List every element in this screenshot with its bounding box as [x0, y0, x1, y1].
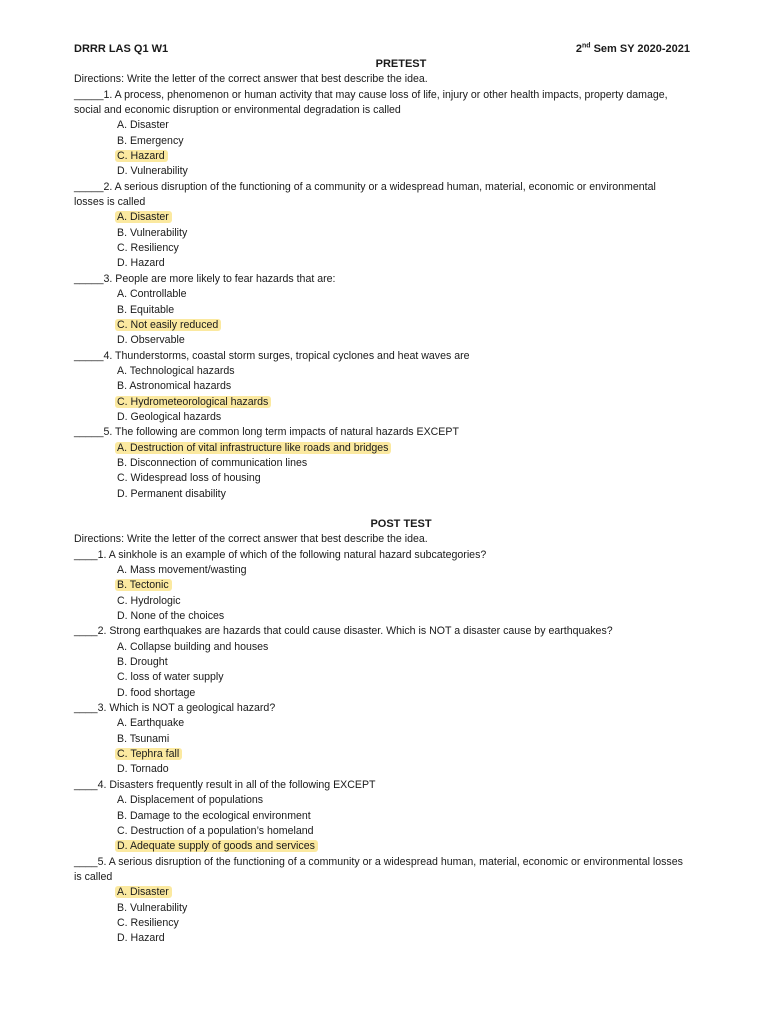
- option-label: B. Astronomical hazards: [117, 380, 232, 393]
- question-text: [74, 855, 728, 886]
- highlighted-answer: A. Destruction of vital infrastructure like roads and bridges: [115, 442, 391, 454]
- option-label: D. Observable: [117, 334, 185, 347]
- answer-option: [74, 640, 728, 655]
- answer-blank: ____: [74, 702, 98, 715]
- option-label: D. Tornado: [117, 763, 169, 776]
- answer-blank: _____: [74, 426, 104, 439]
- option-label: D. None of the choices: [117, 610, 225, 623]
- answer-option: [74, 487, 728, 502]
- question-stem: 2. A serious disruption of the functioning of a community or a widespread human, material, economic or environmental losses is called: [74, 180, 656, 209]
- question-stem: 1. A sinkhole is an example of which of the following natural hazard subcategories?: [97, 548, 487, 561]
- answer-option: [74, 563, 728, 578]
- answer-blank: _____: [74, 272, 104, 285]
- answer-option: [74, 594, 728, 609]
- question-stem: 3. Which is NOT a geological hazard?: [97, 702, 276, 715]
- answer-options: [74, 441, 728, 502]
- option-label: C. Destruction of a population’s homeland: [117, 824, 314, 837]
- question-stem: 4. Thunderstorms, coastal storm surges, tropical cyclones and heat waves are: [103, 349, 470, 362]
- answer-options: [74, 885, 728, 946]
- posttest-directions: Directions: Write the letter of the correct answer that best describe the idea.: [74, 533, 428, 546]
- question-item: [74, 180, 728, 272]
- option-label: C. loss of water supply: [117, 671, 224, 684]
- posttest-section: [74, 517, 728, 947]
- question-text: [74, 701, 728, 716]
- answer-option: [74, 762, 728, 777]
- answer-blank: _____: [74, 349, 104, 362]
- question-text: [74, 272, 728, 287]
- answer-options: [74, 793, 728, 854]
- answer-option: [74, 241, 728, 256]
- option-label: D. Permanent disability: [117, 487, 226, 500]
- answer-blank: ____: [74, 855, 98, 868]
- option-label: B. Disconnection of communication lines: [117, 456, 308, 469]
- highlighted-answer: D. Adequate supply of goods and services: [115, 840, 318, 852]
- answer-option: [74, 885, 728, 900]
- option-label: B. Vulnerability: [117, 901, 188, 914]
- answer-option: [74, 118, 728, 133]
- answer-option: [74, 379, 728, 394]
- question-text: [74, 778, 728, 793]
- answer-options: [74, 287, 728, 348]
- answer-option: [74, 732, 728, 747]
- option-label: D. Hazard: [117, 932, 165, 945]
- question-stem: 5. A serious disruption of the functioning of a community or a widespread human, material, economic or environmental losses is called: [74, 855, 683, 883]
- highlighted-answer: C. Tephra fall: [115, 748, 182, 760]
- answer-option: [74, 716, 728, 731]
- answer-options: [74, 118, 728, 179]
- pretest-title: PRETEST: [375, 58, 427, 70]
- question-text: [74, 349, 728, 364]
- highlighted-answer: A. Disaster: [115, 211, 172, 223]
- pretest-directions: Directions: Write the letter of the correct answer that best describe the idea.: [74, 73, 428, 86]
- question-item: [74, 778, 728, 855]
- answer-options: [74, 210, 728, 271]
- answer-options: [74, 563, 728, 624]
- option-label: C. Widespread loss of housing: [117, 472, 261, 485]
- answer-option: [74, 441, 728, 456]
- answer-option: [74, 395, 728, 410]
- answer-blank: ____: [74, 625, 98, 638]
- answer-option: [74, 256, 728, 271]
- header-left: DRRR LAS Q1 W1: [74, 43, 169, 55]
- option-label: B. Damage to the ecological environment: [117, 809, 311, 822]
- question-item: [74, 425, 728, 502]
- question-item: [74, 548, 728, 625]
- answer-blank: ____: [74, 548, 98, 561]
- question-item: [74, 855, 728, 947]
- pretest-questions: [74, 88, 728, 502]
- question-stem: 3. People are more likely to fear hazards that are:: [103, 272, 336, 285]
- answer-blank: _____: [74, 88, 104, 101]
- answer-blank: ____: [74, 778, 98, 791]
- page-header: [74, 42, 728, 57]
- answer-option: [74, 333, 728, 348]
- option-label: A. Displacement of populations: [117, 794, 264, 807]
- option-label: D. Vulnerability: [117, 165, 188, 178]
- answer-option: [74, 686, 728, 701]
- option-label: B. Drought: [117, 656, 168, 669]
- option-label: A. Earthquake: [117, 717, 185, 730]
- highlighted-answer: A. Disaster: [115, 886, 172, 898]
- option-label: C. Resiliency: [117, 242, 179, 255]
- answer-option: [74, 655, 728, 670]
- answer-options: [74, 364, 728, 425]
- question-text: [74, 88, 728, 119]
- answer-option: [74, 839, 728, 854]
- answer-option: [74, 410, 728, 425]
- option-label: A. Mass movement/wasting: [117, 564, 247, 576]
- option-label: A. Disaster: [117, 119, 169, 132]
- question-item: [74, 349, 728, 426]
- option-label: D. food shortage: [117, 686, 196, 699]
- answer-option: [74, 456, 728, 471]
- option-label: D. Hazard: [117, 257, 165, 270]
- answer-option: [74, 318, 728, 333]
- question-item: [74, 624, 728, 701]
- answer-option: [74, 931, 728, 946]
- answer-option: [74, 364, 728, 379]
- header-ordinal: 2: [575, 43, 582, 55]
- option-label: B. Equitable: [117, 303, 175, 316]
- header-right: [576, 42, 690, 57]
- option-label: A. Controllable: [117, 288, 187, 301]
- answer-option: [74, 793, 728, 808]
- answer-option: [74, 149, 728, 164]
- answer-option: [74, 134, 728, 149]
- answer-options: [74, 640, 728, 701]
- answer-option: [74, 670, 728, 685]
- question-text: [74, 548, 728, 563]
- question-item: [74, 701, 728, 778]
- option-label: B. Vulnerability: [117, 226, 188, 239]
- highlighted-answer: C. Not easily reduced: [115, 319, 221, 331]
- option-label: B. Tsunami: [117, 732, 170, 745]
- answer-option: [74, 609, 728, 624]
- answer-option: [74, 901, 728, 916]
- option-label: A. Collapse building and houses: [117, 640, 269, 653]
- answer-option: [74, 226, 728, 241]
- question-text: [74, 180, 728, 211]
- section-gap: [74, 502, 728, 517]
- highlighted-answer: B. Tectonic: [115, 579, 172, 591]
- highlighted-answer: C. Hydrometeorological hazards: [115, 396, 271, 408]
- answer-option: [74, 287, 728, 302]
- option-label: C. Resiliency: [117, 916, 179, 929]
- question-item: [74, 272, 728, 349]
- answer-option: [74, 164, 728, 179]
- option-label: B. Emergency: [117, 134, 184, 147]
- answer-option: [74, 471, 728, 486]
- answer-options: [74, 716, 728, 777]
- option-label: C. Hydrologic: [117, 594, 181, 607]
- question-stem: 2. Strong earthquakes are hazards that could cause disaster. Which is NOT a disaster cause by earthquakes?: [97, 625, 613, 638]
- question-text: [74, 425, 728, 440]
- pretest-section: [74, 57, 728, 502]
- option-label: D. Geological hazards: [117, 410, 222, 423]
- answer-option: [74, 303, 728, 318]
- question-item: [74, 88, 728, 180]
- answer-option: [74, 578, 728, 593]
- question-stem: 1. A process, phenomenon or human activity that may cause loss of life, injury or other health impacts, property damage, social and economic disruption or environmental degradation is called: [74, 88, 668, 117]
- answer-option: [74, 916, 728, 931]
- option-label: A. Technological hazards: [117, 364, 235, 377]
- header-semester: Sem SY 2020-2021: [590, 43, 690, 55]
- answer-blank: _____: [74, 180, 104, 193]
- question-stem: 4. Disasters frequently result in all of the following EXCEPT: [97, 778, 376, 791]
- posttest-questions: [74, 548, 728, 947]
- question-text: [74, 624, 728, 639]
- highlighted-answer: C. Hazard: [115, 150, 168, 162]
- posttest-title: POST TEST: [370, 517, 432, 530]
- question-stem: 5. The following are common long term impacts of natural hazards EXCEPT: [103, 426, 459, 439]
- answer-option: [74, 210, 728, 225]
- answer-option: [74, 824, 728, 839]
- answer-option: [74, 809, 728, 824]
- answer-option: [74, 747, 728, 762]
- header-ordinal-suffix: nd: [581, 42, 591, 50]
